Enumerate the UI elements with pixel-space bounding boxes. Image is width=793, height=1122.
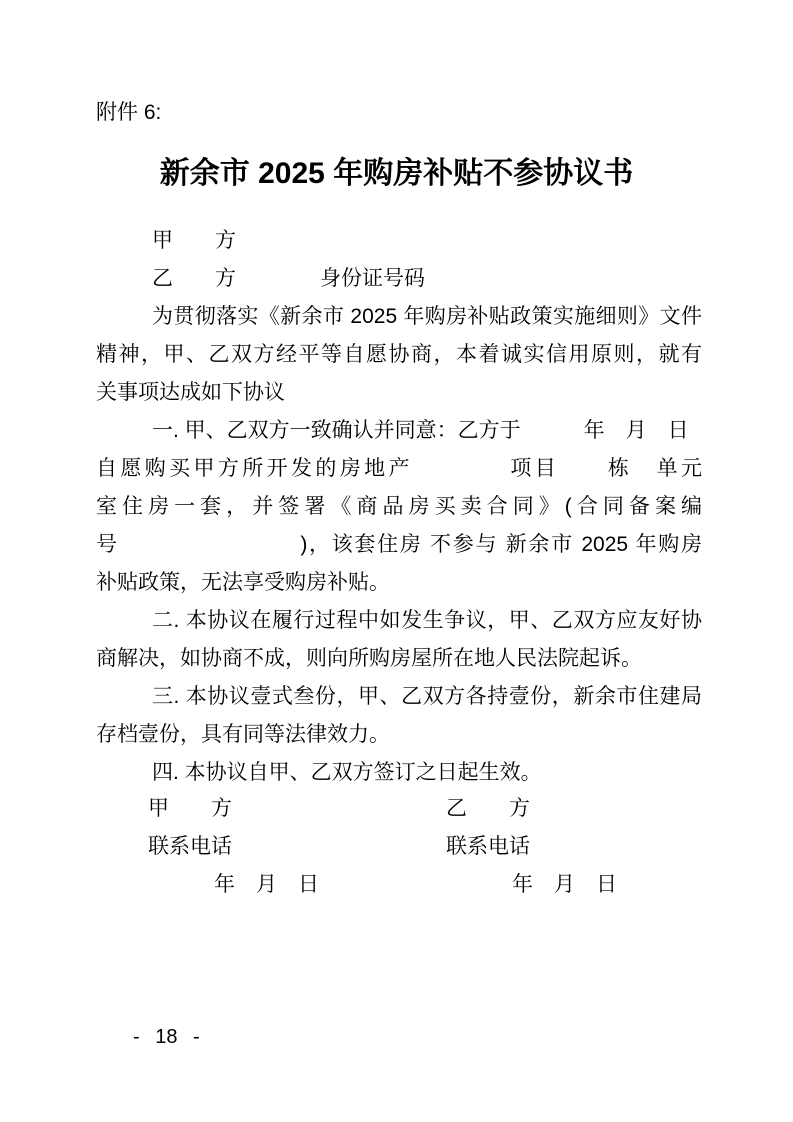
page-number: - 18 - [133,1026,200,1048]
clause-2-line: 二. 本协议在履行过程中如发生争议，甲、乙双方应友好协 [152,609,702,632]
body-line: 存档壹份，具有同等法律效力。 [96,723,390,746]
body-line: 室住房一套，并签署《商品房买卖合同》(合同备案编 [96,495,702,518]
party-b-phone-label: 联系电话 [446,835,530,858]
party-a-date-label: 年 月 日 [214,873,319,896]
party-b-date-label: 年 月 日 [512,873,617,896]
clause-4-line: 四. 本协议自甲、乙双方签订之日起生效。 [152,761,542,784]
party-a-phone-label: 联系电话 [148,835,232,858]
document-body [96,222,702,792]
document-title: 新余市 2025 年购房补贴不参协议书 [159,157,634,190]
body-line: 精神，甲、乙双方经平等自愿协商，本着诚实信用原则，就有 [96,343,702,366]
body-line: 关事项达成如下协议 [96,381,285,404]
party-a-name-label: 甲 方 [148,797,232,820]
clause-1-line: 一. 甲、乙双方一致确认并同意：乙方于 年 月 日 [152,419,689,442]
signature-party-b [446,790,617,904]
party-b-name-label: 乙 方 [446,797,530,820]
body-line: 号 )，该套住房 不参与 新余市 2025 年购房 [96,533,702,556]
attachment-label: 附件 6: [96,101,162,124]
clause-3-line: 三. 本协议壹式叁份，甲、乙双方各持壹份，新余市住建局 [152,685,702,708]
body-line: 补贴政策，无法享受购房补贴。 [96,571,390,594]
body-line: 商解决，如协商不成，则向所购房屋所在地人民法院起诉。 [96,647,642,670]
body-line: 自愿购买甲方所开发的房地产 项目 栋 单元 [96,457,702,480]
line-party-b-id: 乙 方 身份证号码 [152,267,425,290]
line-party-a-label: 甲 方 [152,229,236,252]
body-line: 为贯彻落实《新余市 2025 年购房补贴政策实施细则》文件 [152,305,702,328]
signature-party-a [148,790,319,904]
